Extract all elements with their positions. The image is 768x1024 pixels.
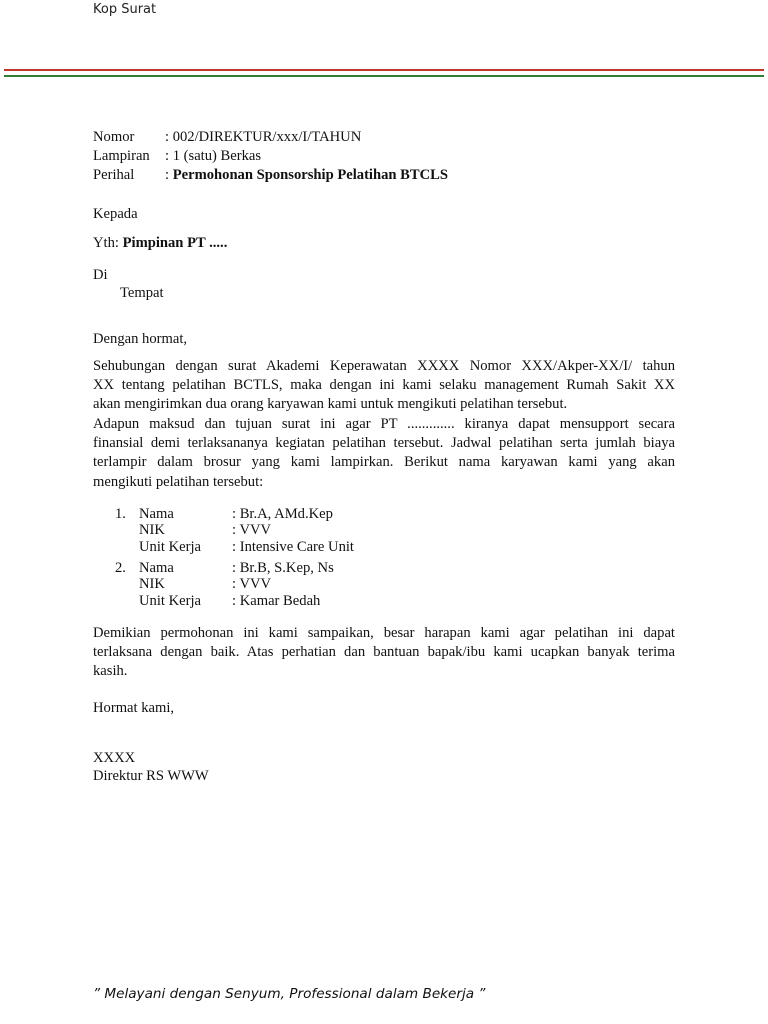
paragraph-intro-line: akan mengirimkan dua orang karyawan kami untuk mengikuti pelatihan tersebut. (93, 396, 568, 413)
meta-nomor-label: Nomor (93, 129, 135, 145)
footer-motto: ” Melayani dengan Senyum, Professional dalam Bekerja ” (93, 986, 486, 1002)
paragraph-purpose (93, 415, 675, 492)
signature-title: Direktur RS WWW (93, 768, 209, 784)
address-tempat: Tempat (120, 285, 164, 301)
meta-lampiran (93, 147, 261, 166)
list-item-key: Unit Kerja (139, 539, 202, 555)
paragraph-purpose-line: terlampir dalam brosur yang kami lampirkan. Berikut nama karyawan kami yang akan (93, 454, 675, 471)
address-kepada: Kepada (93, 206, 138, 222)
paragraph-closing-line: kasih. (93, 663, 128, 680)
list-item-value: : Kamar Bedah (232, 593, 321, 609)
paragraph-closing-line: terlaksana dengan baik. Atas perhatian dan bantuan bapak/ibu kami ucapkan banyak terima (93, 644, 675, 661)
meta-lampiran-label: Lampiran (93, 148, 150, 164)
list-item-value: : VVV (232, 576, 272, 592)
meta-perihal-colon: : (165, 167, 173, 183)
letterhead-rule-red (4, 69, 764, 71)
paragraph-intro (93, 357, 675, 415)
meta-perihal (93, 166, 448, 185)
list-item-key: Unit Kerja (139, 593, 202, 609)
address-di: Di (93, 267, 108, 283)
list-item-value: : VVV (232, 522, 272, 538)
meta-lampiran-value: : 1 (satu) Berkas (165, 148, 262, 164)
list-item-value: : Br.B, S.Kep, Ns (232, 560, 334, 576)
address-yth-name: Pimpinan PT ..... (122, 235, 228, 251)
list-item-key: NIK (139, 522, 165, 538)
paragraph-intro-line: Sehubungan dengan surat Akademi Keperawatan XXXX Nomor XXX/Akper-XX/I/ tahun (93, 358, 675, 374)
list-item-number: 2. (115, 560, 126, 576)
meta-perihal-label: Perihal (93, 167, 135, 183)
list-item-number: 1. (115, 506, 126, 522)
letterhead-label: Kop Surat (93, 2, 157, 17)
paragraph-purpose-line: Adapun maksud dan tujuan surat ini agar PT ............. kiranya dapat mensupport secara (93, 416, 675, 432)
paragraph-purpose-line: mengikuti pelatihan tersebut: (93, 473, 264, 490)
list-item-value: : Intensive Care Unit (232, 539, 354, 555)
list-item-value: : Br.A, AMd.Kep (232, 506, 333, 522)
paragraph-closing (93, 624, 675, 682)
meta-nomor-value: : 002/DIREKTUR/xxx/I/TAHUN (165, 129, 362, 145)
paragraph-purpose-line: finansial demi terlaksananya kegiatan pelatihan tersebut. Jadwal pelatihan serta jumlah biaya (93, 435, 675, 452)
meta-perihal-value: Permohonan Sponsorship Pelatihan BTCLS (172, 167, 449, 183)
list-item-key: Nama (139, 506, 174, 522)
list-item-key: Nama (139, 560, 174, 576)
letterhead-rule-white (4, 73, 764, 74)
paragraph-closing-line: Demikian permohonan ini kami sampaikan, besar harapan kami agar pelatihan ini dapat (93, 625, 675, 641)
paragraph-intro-line: XX tentang pelatihan BCTLS, maka dengan ini kami selaku management Rumah Sakit XX (93, 377, 675, 394)
letterhead-rule-green (4, 75, 764, 77)
meta-nomor (93, 128, 361, 147)
signature-name: XXXX (93, 750, 136, 766)
address-yth-prefix: Yth: (93, 235, 123, 251)
greeting: Dengan hormat, (93, 331, 188, 347)
address-yth (93, 234, 227, 253)
list-item-key: NIK (139, 576, 165, 592)
signature-salutation: Hormat kami, (93, 700, 175, 716)
